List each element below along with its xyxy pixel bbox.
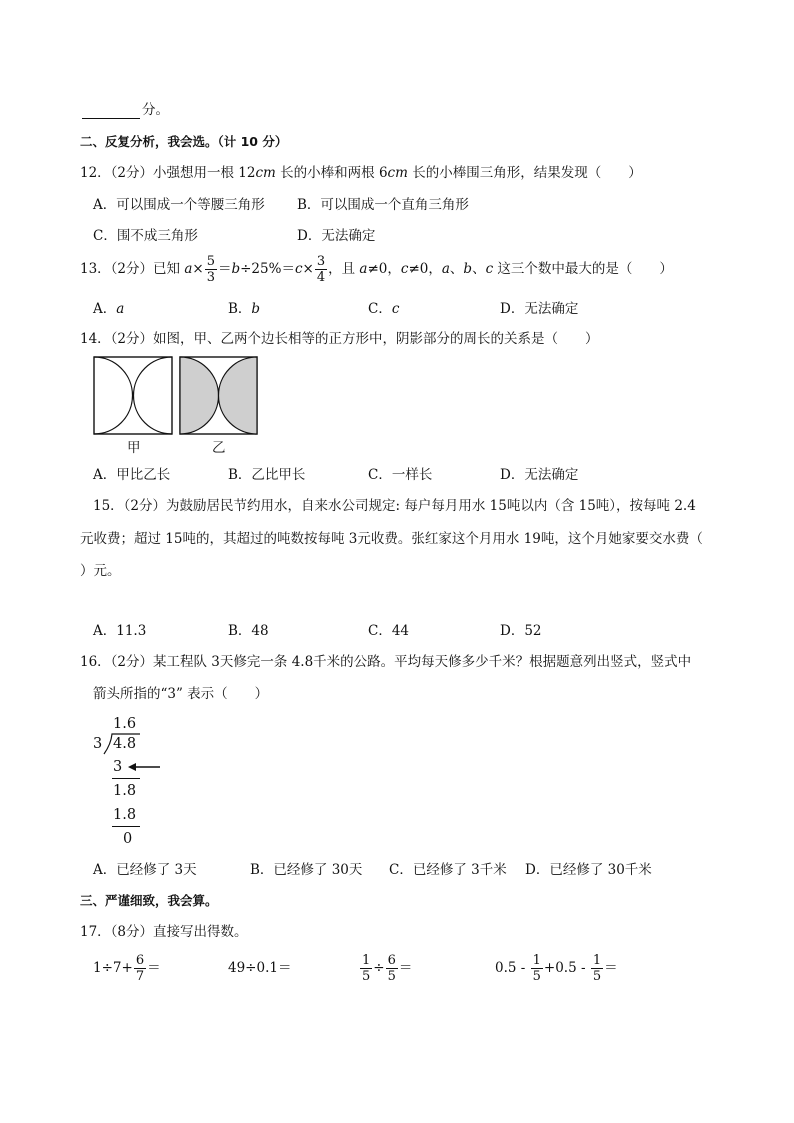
unit-cm: cm [255,165,276,181]
fraction-denominator: 5 [387,969,396,984]
q13-stem-part: ，且 [328,261,360,277]
q13-option-b[interactable] [228,300,260,318]
q12-option-d[interactable]: D．无法确定 [297,228,376,244]
dividend: 4.8 [113,736,137,752]
fraction-numerator: 3 [316,254,326,269]
q15-stem-line1: 15．（2分）为鼓励居民节约用水，自来水公司规定: 每户每月用水 15吨以内（含 15吨），按每吨 2.4 [93,498,696,514]
q17-expr-2: 49÷0.1＝ [228,960,292,976]
option-letter: B． [228,301,252,317]
arrow-left-icon [128,760,162,774]
q12-option-a[interactable]: A．可以围成一个等腰三角形 [93,197,265,213]
q14-option-b[interactable]: B．乙比甲长 [228,467,306,483]
q13-option-c[interactable] [368,300,399,318]
fraction-3-4 [315,254,327,285]
equals-sign: ＝ [217,261,232,277]
equals-sign: ＝ [398,960,413,976]
fraction-denominator: 5 [592,969,602,984]
fraction-1-5 [531,953,543,984]
remainder-1: 1.8 [113,783,137,799]
separator: 、 [449,261,464,277]
q14-stem: 14．（2分）如图，甲、乙两个边长相等的正方形中，阴影部分的周长的关系是（ ） [80,331,599,347]
q13-stem [80,252,673,286]
q17-stem: 17．（8分）直接写出得数。 [80,924,248,940]
q16-stem-line1: 16．（2分）某工程队 3天修完一条 4.8千米的公路。平均每天修多少千米？根据题意列出竖式，竖式中 [80,654,692,670]
q13-stem-part: ≠0， [408,261,442,277]
q15-option-a[interactable]: A．11.3 [93,623,147,639]
division-rule [112,826,140,827]
fraction-denominator: 7 [135,969,145,984]
var-b: b [231,261,241,277]
figure-label-yi: 乙 [212,440,226,456]
var-c: c [391,301,400,317]
q12-stem [80,164,642,182]
square-yi [180,357,257,434]
q15-option-b[interactable]: B．48 [228,623,269,639]
q15-stem-line3: ）元。 [80,563,121,579]
division-rule [112,778,140,779]
square-jia [94,357,172,434]
q15-option-c[interactable]: C．44 [368,623,410,639]
var-c: c [400,261,409,277]
long-division [90,712,180,852]
var-a: a [116,301,125,317]
fraction-6-7 [134,953,146,984]
q12-stem-part: 长的小棒围三角形，结果发现（ ） [407,165,642,181]
q14-option-c[interactable]: C．一样长 [368,467,433,483]
q15-stem-line2: 元收费；超过 15吨的，其超过的吨数按每吨 3元收费。张红家这个月用水 19吨，这个月她家要交水费（ [80,531,703,547]
fraction-numerator: 6 [135,953,145,968]
var-a: a [184,261,193,277]
q16-stem-line2: 箭头所指的“3” 表示（ ） [93,686,269,702]
divisor: 3 [93,736,103,752]
figure-label-jia: 甲 [127,440,141,456]
fraction-denominator: 5 [532,969,541,984]
q12-stem-part: 长的小棒和两根 6 [275,165,388,181]
q13-stem-part: ÷25%＝ [240,261,295,277]
subtract-step-1: 3 [113,759,123,775]
q11-answer-line [82,101,169,119]
fraction-6-5 [386,953,398,984]
var-b: b [463,261,473,277]
fraction-numerator: 5 [206,254,215,269]
option-letter: A． [93,301,117,317]
fraction-numerator: 1 [362,953,371,968]
q16-option-a[interactable]: A．已经修了 3天 [93,862,197,878]
q12-option-b[interactable]: B．可以围成一个直角三角形 [297,197,469,213]
q14-option-d[interactable]: D．无法确定 [500,467,579,483]
fraction-5-3 [205,254,217,285]
fraction-numerator: 6 [387,953,396,968]
q16-option-c[interactable]: C．已经修了 3千米 [389,862,507,878]
remainder-final: 0 [123,831,133,847]
q17-expr-3 [359,951,412,985]
q17-expr-1 [93,951,161,985]
section-2-title: 二、反复分析，我会选。（计 10 分） [80,134,288,149]
option-letter: C． [368,301,392,317]
fraction-1-5 [360,953,372,984]
times-sign: × [302,261,314,277]
var-a: a [359,261,368,277]
fraction-denominator: 4 [316,270,326,285]
unit-cm: cm [387,165,408,181]
section-3-title: 三、严谨细致，我会算。 [80,893,218,908]
q16-option-b[interactable]: B．已经修了 30天 [250,862,363,878]
q11-suffix: 分。 [142,102,169,118]
expr-text: +0.5 - [543,960,590,976]
answer-blank[interactable] [82,104,140,119]
q13-stem-part: 这三个数中最大的是（ ） [493,261,673,277]
q13-stem-part: ≠0， [367,261,401,277]
fraction-1-5 [591,953,603,984]
q13-option-a[interactable] [93,300,124,318]
fraction-numerator: 1 [592,953,602,968]
fraction-denominator: 5 [362,969,371,984]
divide-sign: ÷ [373,960,385,976]
fraction-numerator: 1 [532,953,541,968]
q17-expr-4 [495,951,618,985]
quotient: 1.6 [113,716,137,732]
var-c: c [294,261,303,277]
q12-option-c[interactable]: C．围不成三角形 [93,228,198,244]
separator: 、 [472,261,486,277]
q15-option-d[interactable]: D．52 [500,623,542,639]
times-sign: × [192,261,204,277]
q16-option-d[interactable]: D．已经修了 30千米 [525,862,652,878]
var-a: a [441,261,450,277]
q13-stem-part: 13．（2分）已知 [80,261,185,277]
q13-option-d[interactable]: D．无法确定 [500,301,579,317]
var-c: c [485,261,494,277]
q12-stem-part: 12．（2分）小强想用一根 12 [80,165,256,181]
fraction-denominator: 3 [206,270,215,285]
q14-option-a[interactable]: A．甲比乙长 [93,467,171,483]
var-b: b [251,301,261,317]
expr-text: 1÷7+ [93,960,133,976]
equals-sign: ＝ [147,960,161,976]
expr-text: 0.5 - [495,960,530,976]
equals-sign: ＝ [604,960,618,976]
subtract-step-2: 1.8 [113,807,137,823]
q14-figure [93,356,263,436]
